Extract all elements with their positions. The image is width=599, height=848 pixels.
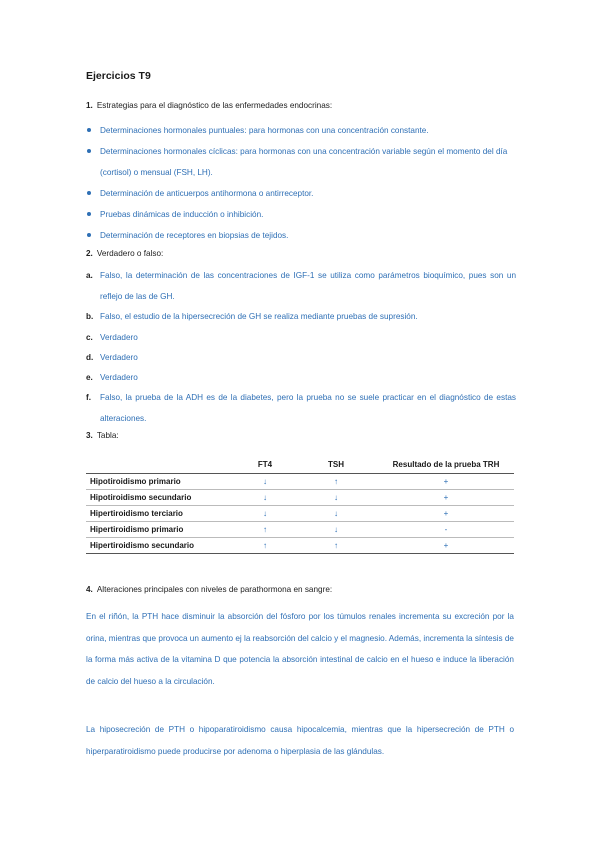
question-text: Tabla: xyxy=(96,431,119,440)
item-text: Verdadero xyxy=(100,333,138,342)
paragraph: En el riñón, la PTH hace disminuir la absorción del fósforo por los túmulos renales incrementa su excreción por la orina, mientras que provoca un aumento ej la reabsorción del calcio y el magnesio. Además, incrementa la síntesis de la forma más activa de la vitamina D que potencia la absorción intestinal de calcio en el hueso e induce la liberación de calcio del hueso a la circulación. xyxy=(86,612,514,686)
item-label: c. xyxy=(86,333,93,342)
question-number: 4. xyxy=(86,585,93,594)
question-2-heading xyxy=(86,249,163,258)
table-header-row xyxy=(86,455,514,474)
table-row xyxy=(86,490,514,506)
bullet-icon xyxy=(87,149,91,153)
item-label: f. xyxy=(86,393,92,402)
bullet-icon xyxy=(87,191,91,195)
table-cell: Hipertiroidismo terciario xyxy=(86,506,236,522)
list-item xyxy=(86,141,516,183)
table-cell: ↓ xyxy=(236,506,294,522)
table-cell: ↑ xyxy=(294,538,378,554)
item-text: Falso, la prueba de la ADH es de la diabetes, pero la prueba no se suele practicar en el diagnóstico de estas alteraciones. xyxy=(100,393,516,423)
bullet-icon xyxy=(87,212,91,216)
table-cell: Hipotiroidismo primario xyxy=(86,474,236,490)
item-label: e. xyxy=(86,373,93,382)
table-cell: Hipotiroidismo secundario xyxy=(86,490,236,506)
list-item xyxy=(86,306,516,327)
list-item xyxy=(86,225,516,246)
bullet-text: Determinación de receptores en biopsias de tejidos. xyxy=(100,231,289,240)
question-number: 1. xyxy=(86,101,93,110)
table-row xyxy=(86,522,514,538)
column-header: FT4 xyxy=(236,455,294,474)
bullet-text: Pruebas dinámicas de inducción o inhibición. xyxy=(100,210,264,219)
table-cell: - xyxy=(378,522,514,538)
table-cell: + xyxy=(378,474,514,490)
paragraph: La hiposecreción de PTH o hipoparatiroidismo causa hipocalcemia, mientras que la hipersecreción de PTH o hiperparatiroidismo puede producirse por adenoma o hiperplasia de las glándulas. xyxy=(86,725,514,756)
table-cell: ↑ xyxy=(236,538,294,554)
bullet-text: Determinaciones hormonales puntuales: para hormonas con una concentración constante. xyxy=(100,126,429,135)
bullet-text: Determinaciones hormonales cíclicas: para hormonas con una concentración variable según el momento del día (cortisol) o mensual (FSH, LH). xyxy=(100,147,508,177)
question-3-heading xyxy=(86,431,119,440)
question-text: Alteraciones principales con niveles de parathormona en sangre: xyxy=(96,585,333,594)
question-text: Estrategias para el diagnóstico de las enfermedades endocrinas: xyxy=(96,101,333,110)
table-cell: + xyxy=(378,490,514,506)
item-text: Verdadero xyxy=(100,373,138,382)
column-header: Resultado de la prueba TRH xyxy=(378,455,514,474)
item-text: Falso, la determinación de las concentraciones de IGF-1 se utiliza como parámetros bioquímico, pues son un reflejo de las de GH. xyxy=(100,271,516,301)
list-item xyxy=(86,327,516,348)
table-cell: + xyxy=(378,538,514,554)
table-cell: ↑ xyxy=(236,522,294,538)
document-title: Ejercicios T9 xyxy=(86,70,151,82)
list-item xyxy=(86,387,516,429)
table-cell: ↓ xyxy=(236,490,294,506)
list-item xyxy=(86,347,516,368)
item-label: a. xyxy=(86,271,93,280)
table-row xyxy=(86,538,514,554)
table-cell: + xyxy=(378,506,514,522)
list-item xyxy=(86,183,516,204)
item-text: Verdadero xyxy=(100,353,138,362)
list-item xyxy=(86,265,516,307)
table-cell: ↓ xyxy=(294,522,378,538)
item-text: Falso, el estudio de la hipersecreción de GH se realiza mediante pruebas de supresión. xyxy=(100,312,418,321)
question-text: Verdadero o falso: xyxy=(96,249,164,258)
list-item xyxy=(86,120,516,141)
column-header xyxy=(86,455,236,474)
bullet-text: Determinación de anticuerpos antihormona o antirreceptor. xyxy=(100,189,314,198)
table-cell: Hipertiroidismo primario xyxy=(86,522,236,538)
question-number: 3. xyxy=(86,431,93,440)
thyroid-table xyxy=(86,455,514,554)
table-cell: Hipertiroidismo secundario xyxy=(86,538,236,554)
column-header: TSH xyxy=(294,455,378,474)
question-number: 2. xyxy=(86,249,93,258)
question-4-heading xyxy=(86,585,332,594)
bullet-icon xyxy=(87,233,91,237)
item-label: d. xyxy=(86,353,94,362)
table-cell: ↑ xyxy=(294,474,378,490)
bullet-icon xyxy=(87,128,91,132)
table-row xyxy=(86,474,514,490)
table-cell: ↓ xyxy=(294,506,378,522)
table-cell: ↓ xyxy=(294,490,378,506)
question-1-heading xyxy=(86,101,332,110)
table-row xyxy=(86,506,514,522)
item-label: b. xyxy=(86,312,94,321)
list-item xyxy=(86,367,516,388)
list-item xyxy=(86,204,516,225)
table-cell: ↓ xyxy=(236,474,294,490)
